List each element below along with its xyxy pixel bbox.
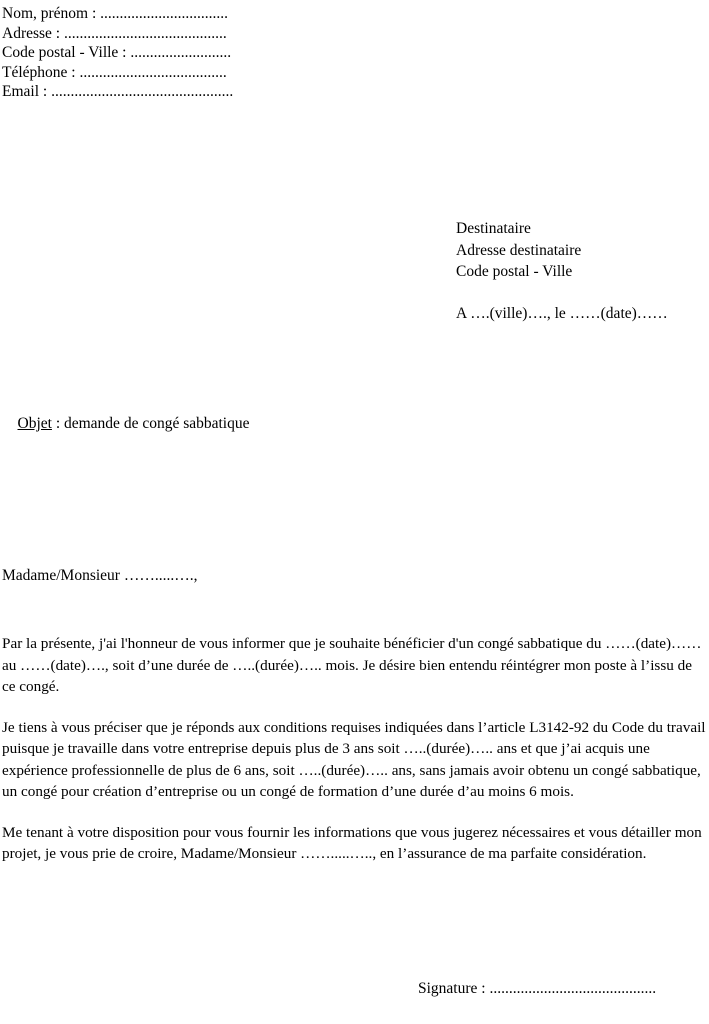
signature-line: Signature : ........................................... bbox=[418, 980, 657, 997]
salutation-line: Madame/Monsieur …….....…., bbox=[2, 567, 198, 584]
subject-text: : demande de congé sabbatique bbox=[51, 415, 250, 432]
body-paragraph-1: Par la présente, j'ai l'honneur de vous informer que je souhaite bénéficier d'un congé sabbatique du ……(date)…… au ……(date)…., soit d’une durée de …..(durée)….. mois. Je désire bien entendu réintégrer mon poste à l’issu de ce congé. bbox=[2, 635, 702, 695]
letter-body bbox=[2, 633, 708, 865]
body-paragraph-3: Me tenant à votre disposition pour vous fournir les informations que vous jugerez nécessaires et vous détailler mon projet, je vous prie de croire, Madame/Monsieur …….....….., en l’assurance de ma parfaite considération. bbox=[2, 823, 702, 862]
place-date-line: A ….(ville)…., le ……(date)…… bbox=[456, 305, 668, 322]
sender-address-line: Adresse : .......................................... bbox=[2, 24, 227, 42]
subject-line bbox=[2, 392, 250, 455]
subject-label: Objet bbox=[17, 415, 52, 432]
sender-email-line: Email : ............................................... bbox=[2, 83, 234, 100]
recipient-postal-city-line: Code postal - Ville bbox=[456, 263, 573, 280]
sender-name-line: Nom, prénom : ................................. bbox=[2, 5, 229, 22]
recipient-block bbox=[456, 218, 709, 283]
recipient-name-line: Destinataire bbox=[456, 220, 531, 237]
sender-phone-line: Téléphone : ...................................... bbox=[2, 63, 227, 81]
recipient-address-line: Adresse destinataire bbox=[456, 241, 582, 259]
body-paragraph-2: Je tiens à vous préciser que je réponds aux conditions requises indiquées dans l’article L3142-92 du Code du travail puisque je travaille dans votre entreprise depuis plus de 3 ans soit …..(durée)….. ans et que j’ai acquis une expérience professionnelle de plus de 6 ans, soit …..(durée)….. ans, sans jamais avoir obtenu un congé sabbatique, un congé pour création d’entreprise ou un congé de formation d’une durée d’au moins 6 mois. bbox=[2, 718, 706, 800]
sender-postal-city-line: Code postal - Ville : .......................... bbox=[2, 44, 232, 61]
sender-block bbox=[2, 4, 402, 102]
